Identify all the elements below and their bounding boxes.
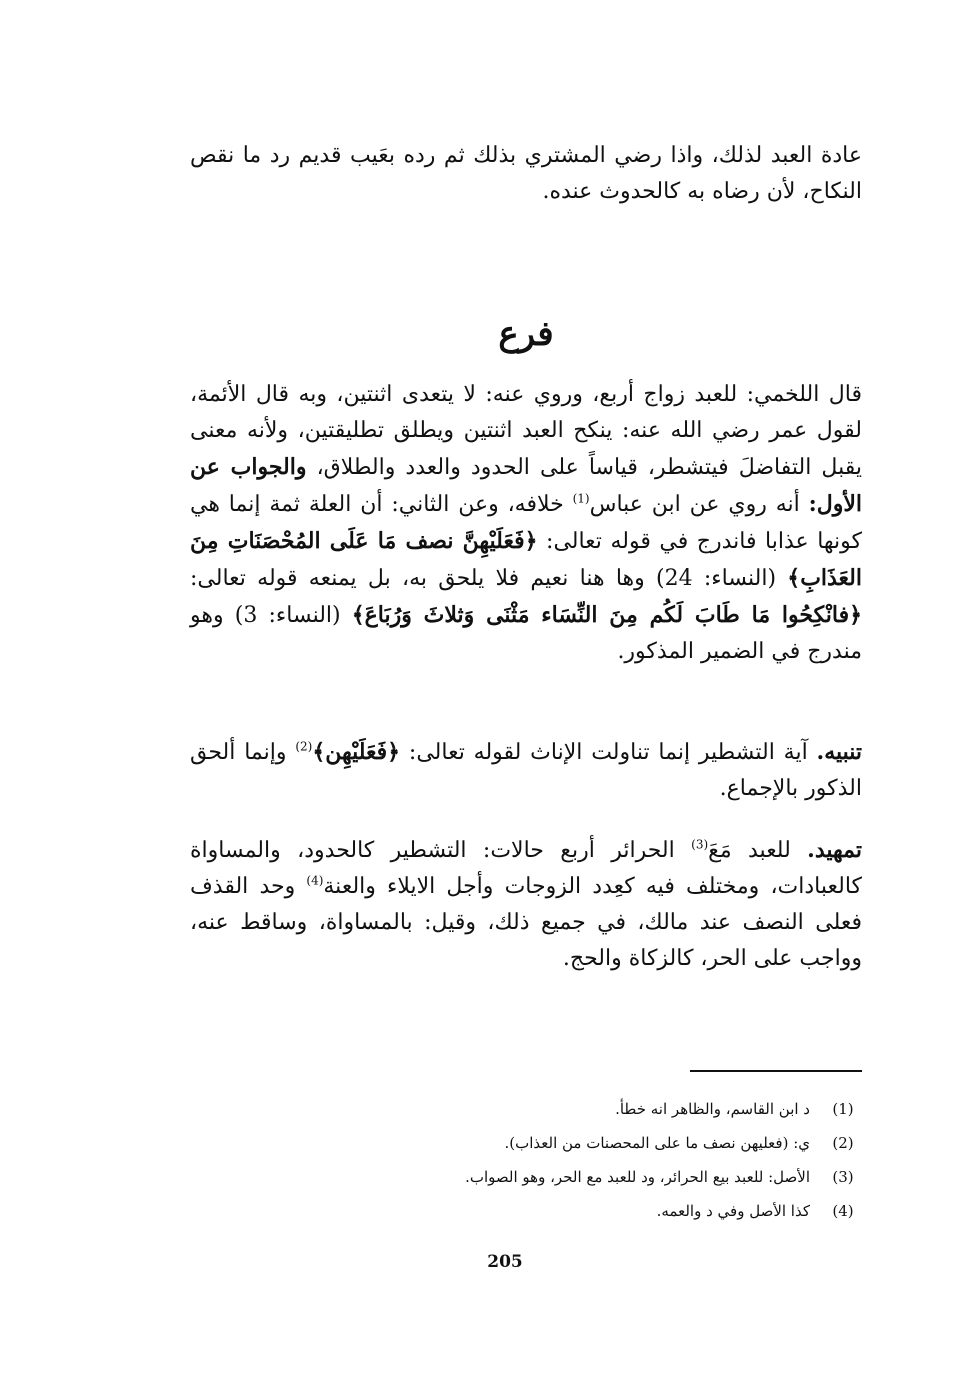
footnote-item	[190, 1194, 862, 1228]
footnote-text: كذا الأصل وفي د والعمه.	[656, 1202, 810, 1220]
footnote-ref-4: (4)	[306, 873, 324, 888]
footnote-text: د ابن القاسم، والظاهر انه خطأ.	[615, 1100, 810, 1118]
verse-ref-2: (النساء: 3)	[234, 603, 341, 628]
tanbih-quran: ﴿فَعَلَيْهِن﴾	[312, 739, 401, 765]
intro-paragraph	[190, 138, 862, 210]
main-text-3: خلافه، وعن الثاني: أن العلة ثمة إنما هي كونها عذابا فاندرج في قوله تعالى:	[190, 492, 862, 554]
main-text-5: وهو مندرج في الضمير المذكور.	[190, 603, 862, 664]
footnote-text: ي: (فعليهن نصف ما على المحصنات من العذاب).	[504, 1134, 810, 1152]
quran-verse-2: ﴿فانْكِحُوا مَا طَابَ لَكُم مِنَ النِّسَاء مَثْنَى وَثلاثَ وَرُبَاعَ﴾	[351, 602, 862, 628]
main-paragraph	[190, 377, 862, 670]
answer-lead: والجواب عن الأول:	[190, 454, 863, 517]
footnote-item	[190, 1092, 862, 1126]
tanbih-paragraph	[190, 734, 862, 807]
tamhid-text-3: وحد القذف فعلى النصف عند مالك، في جميع ذلك، وقيل: بالمساواة، وساقط عنه، وواجب على الحر، كالزكاة والحج.	[190, 874, 862, 971]
main-text-1: قال اللخمي: للعبد زواج أربع، وروي عنه: لا يتعدى اثنتين، وبه قال الأئمة، لقول عمر رضي الله عنه: ينكح العبد اثنتين ويطلق تطليقتين، ولأنه معنى يقبل التفاضلَ فيتشطر، قياساً على الحدود والعدد والطلاق،	[190, 382, 862, 480]
section-title: فرع	[498, 314, 554, 354]
intro-text: عادة العبد لذلك، واذا رضي المشتري بذلك ثم رده بعَيب قديم رد ما نقص النكاح، لأن رضاه به كالحدوث عنده.	[190, 143, 862, 204]
tamhid-text-1: للعبد مَعَ	[708, 838, 791, 863]
footnote-ref-3: (3)	[691, 837, 709, 852]
footnote-item	[190, 1126, 862, 1160]
footnotes-list	[190, 1092, 862, 1228]
tanbih-text-2: وإنما ألحق الذكور بالإجماع.	[190, 740, 862, 801]
footnote-divider	[690, 1070, 862, 1072]
tamhid-text-2: الحرائر أربع حالات: التشطير كالحدود، والمساواة كالعبادات، ومختلف فيه كعِدد الزوجات وأجل الايلاء والعنة	[190, 838, 862, 899]
main-text-2: أنه روي عن ابن عباس	[589, 492, 800, 517]
verse-ref-1: (النساء: 24)	[656, 566, 777, 591]
footnote-number: (2)	[832, 1134, 854, 1152]
quran-verse-1: ﴿فَعَلَيْهِنَّ نصف مَا عَلَى المُحْصَنَاتِ مِنَ العَذَابِ﴾	[190, 528, 862, 591]
tamhid-paragraph	[190, 832, 862, 977]
footnote-text: الأصل: للعبد بيع الحرائر، ود للعبد مع الحر، وهو الصواب.	[465, 1168, 810, 1186]
tanbih-lead: تنبيه.	[816, 739, 863, 765]
footnote-number: (1)	[832, 1100, 854, 1118]
footnote-number: (4)	[832, 1202, 854, 1220]
footnote-ref-1: (1)	[572, 491, 590, 506]
footnote-ref-2: (2)	[295, 739, 313, 754]
tamhid-lead: تمهيد.	[807, 837, 862, 863]
footnote-item	[190, 1160, 862, 1194]
page-number: 205	[487, 1252, 523, 1272]
footnote-number: (3)	[832, 1168, 854, 1186]
main-text-4: وها هنا نعيم فلا يلحق به، بل يمنعه قوله تعالى:	[190, 566, 645, 591]
tanbih-text-1: آية التشطير إنما تناولت الإناث لقوله تعالى:	[408, 740, 808, 765]
